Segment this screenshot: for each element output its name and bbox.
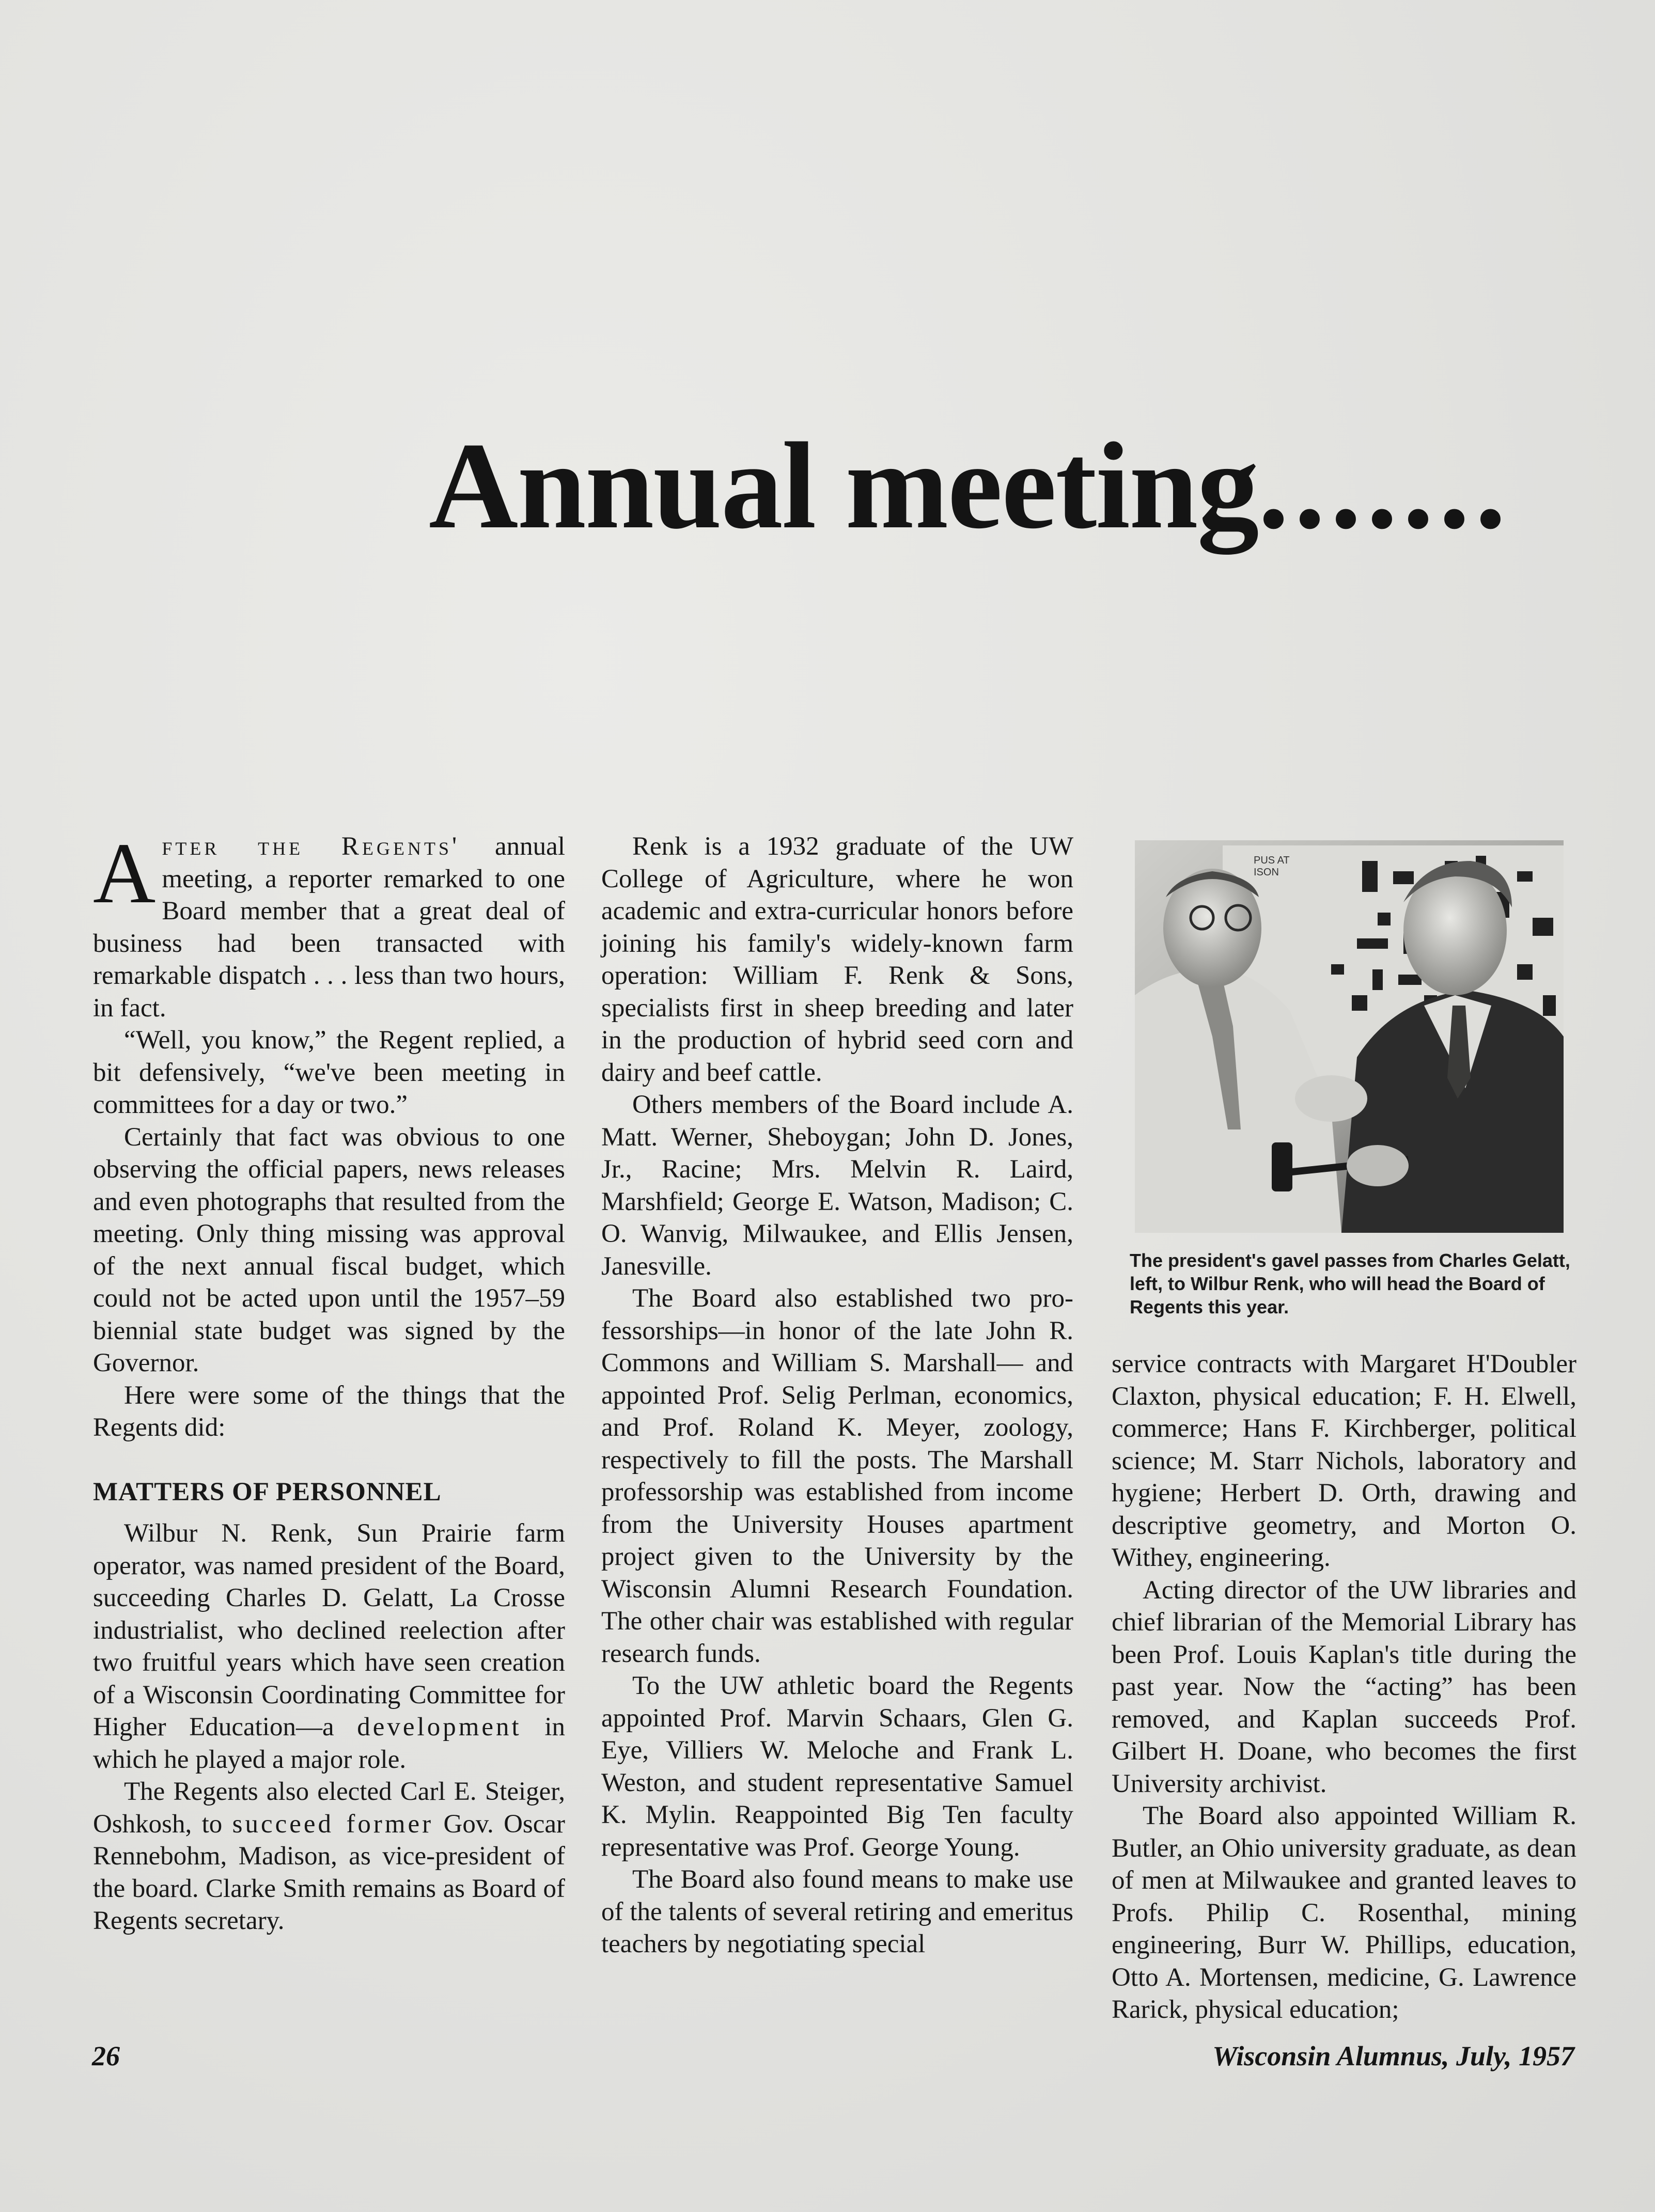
map-sign-line-1: PUS AT	[1254, 855, 1290, 866]
paragraph-text: Wilbur N. Renk, Sun Prairie farm operator, was named president of the Board, succeeding Charles D. Gelatt, La Crosse industrialist, who declined reelection after two fruitful years which have seen creation of a Wisconsin Coordinating Committee for Higher Education—a	[93, 1519, 565, 1742]
paragraph: The Board also established two professorships—in honor of the late John R. Commons and William S. Marshall— and appointed Prof. Selig Perlman, economics, and Prof. Roland K. Meyer, zoology, respectively to fill the posts. The Marshall professorship was established from income from the University Houses apartment project given to the University by the Wisconsin Alumni Research Foundation. The other chair was established with regular research funds.	[601, 1284, 1073, 1668]
title-text: Annual meeting	[429, 417, 1258, 554]
title-leader-dots: .......	[1258, 417, 1511, 554]
paragraph	[93, 1776, 565, 1937]
photo-gavel-handoff	[1135, 840, 1564, 1233]
paragraph: Acting director of the UW libraries and chief librarian of the Memorial Library has been Prof. Louis Kaplan's title during the past year. Now the “acting” has been removed, and Kaplan succeeds Prof. Gilbert H. Doane, who becomes the first University archivist.	[1112, 1575, 1576, 1798]
paragraph	[93, 1517, 565, 1776]
section-heading: MATTERS OF PERSONNEL	[93, 1477, 442, 1507]
paragraph-text: in which he played a major role.	[93, 1713, 565, 1774]
paragraph-text-spaced: development	[357, 1713, 522, 1742]
map-sign-line-2: ISON	[1254, 867, 1279, 878]
paragraph-text: annual meeting, a reporter remarked to one Board member that a great deal of business had been transacted with remarkable dispatch . . . less than two hours, in fact.	[93, 832, 565, 1023]
handshake	[1295, 1075, 1367, 1122]
publication-footer: Wisconsin Alumnus, July, 1957	[1212, 2041, 1574, 2072]
paragraph: Here were some of the things that the Regents did:	[93, 1380, 565, 1442]
photo-illustration	[1135, 840, 1564, 1233]
section-spacer	[93, 1444, 565, 1476]
article-column-2	[601, 830, 1073, 1960]
paragraph	[93, 825, 565, 1024]
paragraph: The Board also appointed William R. Butler, an Ohio university graduate, as dean of men at Milwaukee and granted leaves to Profs. Philip C. Rosenthal, mining engineering, Burr W. Phillips, education, Otto A. Mortensen, medicine, G. Lawrence Rarick, physical education;	[1112, 1801, 1576, 2024]
photo-caption: The president's gavel passes from Charles Gelatt, left, to Wilbur Renk, who will head the Board of Regents this year.	[1130, 1250, 1570, 1317]
heading-spacer	[93, 1508, 565, 1517]
paragraph: Renk is a 1932 graduate of the UW College of Agriculture, where he won academic and extra-curricular honors before joining his family's widely-known farm operation: William F. Renk & Sons, specialists first in sheep breeding and later in the production of hybrid seed corn and dairy and beef cattle.	[601, 832, 1073, 1087]
lead-in-smallcaps: fter the Regents'	[162, 832, 460, 861]
page-title	[429, 417, 1511, 554]
article-column-3	[1112, 1348, 1576, 2026]
paragraph: To the UW athletic board the Regents appointed Prof. Marvin Schaars, Glen G. Eye, Villiers W. Meloche and Frank L. Weston, and student representative Samuel K. Mylin. Reappointed Big Ten faculty representative was Prof. George Young.	[601, 1671, 1073, 1862]
page-number: 26	[92, 2041, 120, 2072]
paragraph: service contracts with Margaret H'Doubler Claxton, physical education; F. H. Elwell, commerce; Hans F. Kirchberger, political science; M. Starr Nichols, laboratory and hygiene; Herbert D. Orth, drawing and descriptive geometry, and Morton O. Withey, engineering.	[1112, 1350, 1576, 1572]
paragraph: “Well, you know,” the Regent replied, a bit defensively, “we've been meeting in committees for a day or two.”	[93, 1026, 565, 1119]
paragraph-text: Gov. Oscar Rennebohm, Madison, as vice-president of the board. Clarke Smith remains as Board of Regents secretary.	[93, 1809, 566, 1935]
drop-cap: A	[93, 825, 156, 921]
paragraph: Certainly that fact was obvious to one observing the official papers, news releases and even photographs that resulted from the meeting. Only thing missing was approval of the next annual fiscal budget, which could not be acted upon until the 1957–59 biennial state budget was signed by the Governor.	[93, 1122, 565, 1377]
paragraph: The Board also found means to make use of the talents of several retiring and emeritus teachers by negotiating special	[601, 1865, 1073, 1958]
paragraph-text: The Regents also elected Carl E. Steiger, Oshkosh, to	[93, 1777, 565, 1839]
paragraph-text-spaced: succeed former	[232, 1809, 434, 1839]
article-column-1	[93, 825, 566, 1937]
paragraph: Others members of the Board include A. Matt. Werner, Sheboygan; John D. Jones, Jr., Racine; Mrs. Melvin R. Laird, Marshfield; George E. Watson, Madison; C. O. Wanvig, Milwaukee, and Ellis Jensen, Janesville.	[601, 1090, 1073, 1281]
